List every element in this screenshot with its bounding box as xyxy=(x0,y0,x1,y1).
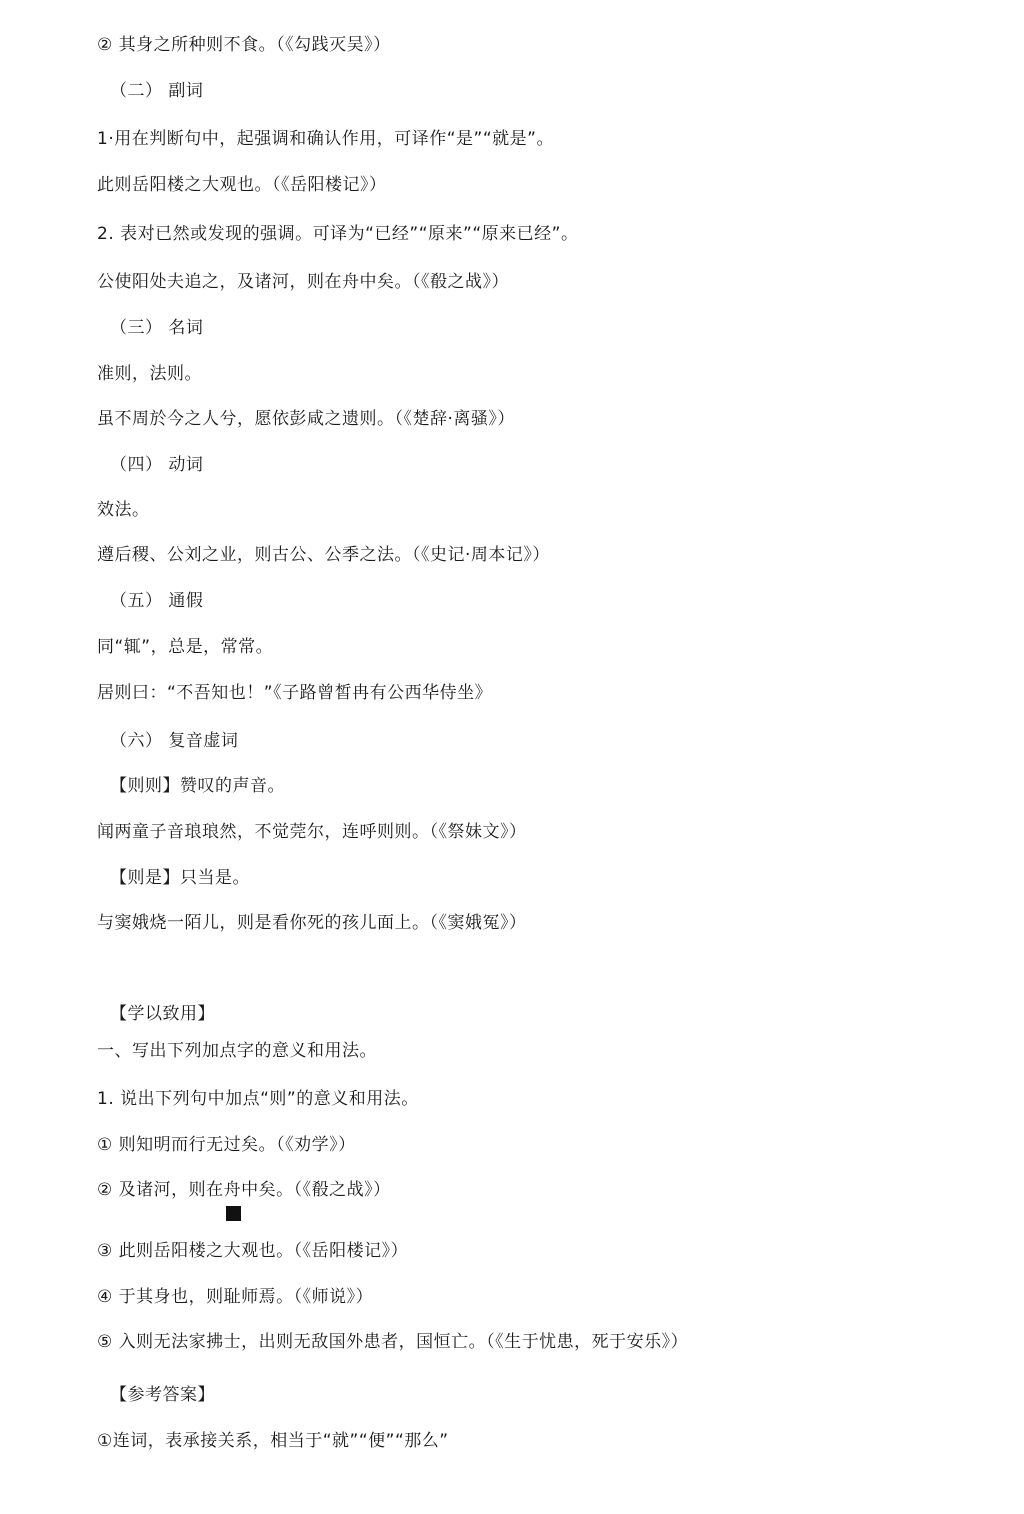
line-26: ③ 此则岳阳楼之大观也。（《岳阳楼记》） xyxy=(97,1241,409,1261)
section-heading-practice: 【学以致用】 xyxy=(110,1004,215,1024)
line-14: 同“辄”，总是，常常。 xyxy=(97,637,274,657)
line-19: 【则是】只当是。 xyxy=(110,868,250,888)
line-28: ⑤ 入则无法家拂士，出则无敌国外患者，国恒亡。（《生于忧患，死于安乐》） xyxy=(97,1332,689,1352)
line-22: 一、写出下列加点字的意义和用法。 xyxy=(97,1041,377,1061)
line-3: 1·用在判断句中，起强调和确认作用，可译作“是”“就是”。 xyxy=(97,129,554,149)
section-heading-noun: （三） 名词 xyxy=(110,318,204,338)
line-20: 与窦娥烧一陌儿，则是看你死的孩儿面上。（《窦娥冤》） xyxy=(97,913,527,933)
line-4: 此则岳阳楼之大观也。（《岳阳楼记》） xyxy=(97,175,387,195)
section-heading-verb: （四） 动词 xyxy=(110,455,204,475)
line-15: 居则曰：“不吾知也！”《子路曾皙冉有公西华侍坐》 xyxy=(97,683,493,703)
line-30: ①连词，表承接关系，相当于“就”“便”“那么” xyxy=(97,1431,449,1451)
line-8: 准则，法则。 xyxy=(97,364,202,384)
section-heading-tongjia: （五） 通假 xyxy=(110,591,204,611)
black-square-marker xyxy=(226,1206,241,1221)
section-heading-compound: （六） 复音虚词 xyxy=(110,731,239,751)
line-23: 1. 说出下列句中加点“则”的意义和用法。 xyxy=(97,1089,419,1109)
line-11: 效法。 xyxy=(97,500,150,520)
line-18: 闻两童子音琅琅然，不觉莞尔，连呼则则。（《祭妹文》） xyxy=(97,822,527,842)
section-heading-adverb: （二） 副词 xyxy=(110,81,204,101)
line-6: 公使阳处夫追之，及诸河，则在舟中矣。（《殽之战》） xyxy=(97,272,509,292)
line-27: ④ 于其身也，则耻师焉。（《师说》） xyxy=(97,1287,374,1307)
line-24: ① 则知明而行无过矣。（《劝学》） xyxy=(97,1135,356,1155)
line-17: 【则则】赞叹的声音。 xyxy=(110,776,285,796)
section-heading-answer: 【参考答案】 xyxy=(110,1385,215,1405)
line-5: 2. 表对已然或发现的强调。可译为“已经”“原来”“原来已经”。 xyxy=(97,224,579,244)
line-12: 遵后稷、公刘之业，则古公、公季之法。（《史记·周本记》） xyxy=(97,545,550,565)
line-9: 虽不周於今之人兮，愿依彭咸之遗则。（《楚辞·离骚》） xyxy=(97,409,515,429)
line-25: ② 及诸河，则在舟中矣。（《殽之战》） xyxy=(97,1180,391,1200)
line-1: ② 其身之所种则不食。（《勾践灭吴》） xyxy=(97,35,391,55)
